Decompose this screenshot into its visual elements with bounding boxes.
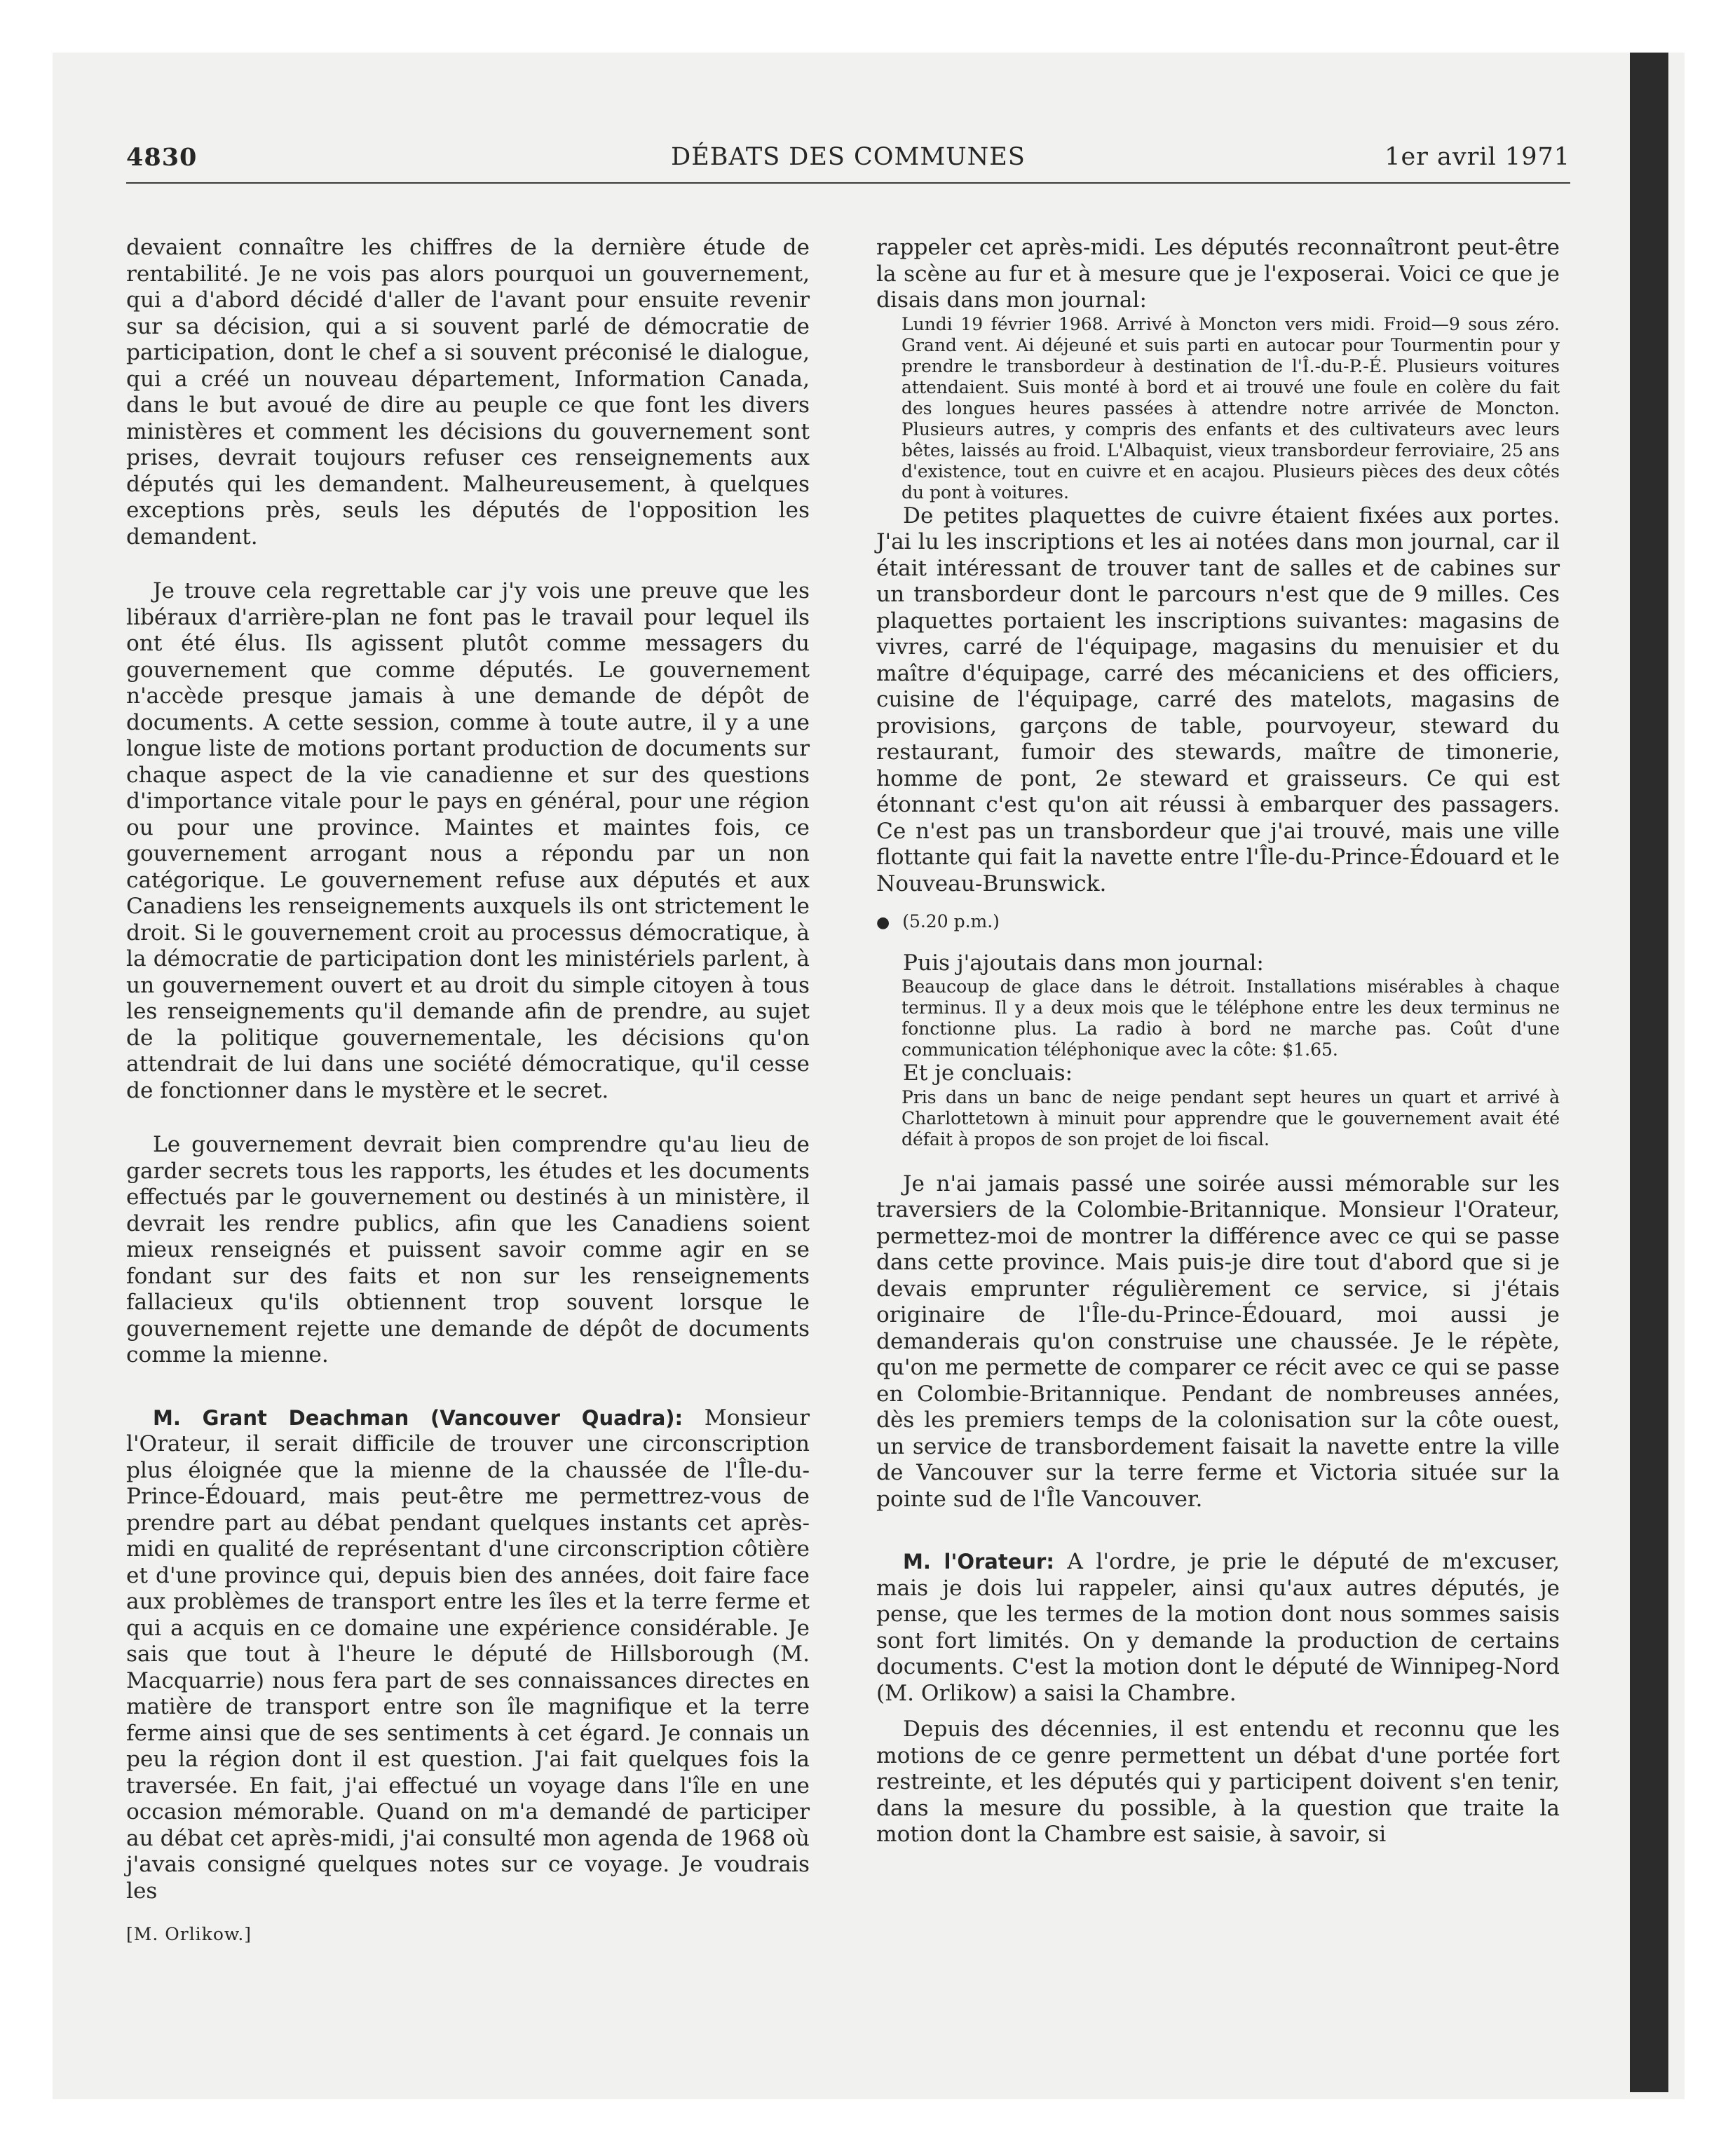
left-paragraph-3: Le gouvernement devrait bien comprendre qu'au lieu de garder secrets tous les rapports, les études et les documents effectués par le gouvernement ou destinés à un ministère, il devrait les rendre publics, afin que les Canadiens soient mieux renseignés et puissent savoir comme agir en se fondant sur des faits et non sur les renseignements fallacieux qu'ils obtiennent trop souvent lorsque le gouvernement rejette une demande de dépôt de documents comme la mienne. <box>126 1132 810 1367</box>
journal-quote-2: Beaucoup de glace dans le détroit. Installations misérables à chaque terminus. Il y a deux mois que le téléphone entre les deux terminus ne fonctionne plus. La radio à bord ne marche pas. Coût d'une communication téléphonique avec la côte: $1.65. <box>901 976 1560 1060</box>
right-paragraph-4: Et je concluais: <box>903 1060 1073 1086</box>
left-paragraph-2: Je trouve cela regrettable car j'y vois une preuve que les libéraux d'arrière-plan ne font pas le travail pour lequel ils ont été élus. Ils agissent plutôt comme messagers du gouvernement que comme députés. Le gouvernement n'accède presque jamais à une demande de dépôt de documents. A cette session, comme à toute autre, il y a une longue liste de motions portant production de documents sur chaque aspect de la vie canadienne et sur des questions d'importance vitale pour le pays en général, pour une région ou pour une province. Maintes et maintes fois, ce gouvernement arrogant nous a répondu par un non catégorique. Le gouvernement refuse aux députés et aux Canadiens les renseignements auxquels ils ont strictement le droit. Si le gouvernement croit au processus démocratique, à la démocratie de participation dont les ministériels parlent, à un gouvernement ouvert et au droit du simple citoyen à tous les renseignements qu'il demande afin de prendre, au sujet de la politique gouvernementale, les décisions qu'on attendrait de lui dans une société démocratique, qu'il cesse de fonctionner dans le mystère et le secret. <box>126 578 810 1103</box>
bullet-icon: ● <box>876 914 890 932</box>
right-column <box>876 235 1560 1848</box>
deachman-speech: Monsieur l'Orateur, il serait difficile de trouver une circonscription plus éloignée que la mienne de la chaussée de l'Île-du-Prince-Édouard, mais peut-être me permettrez-vous de prendre part au débat pendant quelques instants cet après-midi en qualité de représentant d'une circonscription côtière et d'une province qui, depuis bien des années, doit faire face aux problèmes de transport entre les îles et la terre ferme et qui a acquis en ce domaine une expérience considérable. Je sais que tout à l'heure le député de Hillsborough (M. Macquarrie) nous fera part de ses connaissances directes en matière de transport entre son île magnifique et la terre ferme ainsi que de ses sentiments à cet égard. Je connais un peu la région dont il est question. J'ai fait quelques fois la traversée. En fait, j'ai effectué un voyage dans l'île en une occasion mémorable. Quand on m'a demandé de participer au débat cet après-midi, j'ai consulté mon agenda de 1968 où j'avais consigné quelques notes sur ce voyage. Je voudrais les <box>126 1405 810 1904</box>
right-paragraph-1: rappeler cet après-midi. Les députés reconnaîtront peut-être la scène au fur et à mesure que je l'exposerai. Voici ce que je disais dans mon journal: <box>876 235 1560 313</box>
orateur-speech: A l'ordre, je prie le député de m'excuser, mais je dois lui rappeler, ainsi qu'aux autres députés, je pense, que les termes de la motion dont nous sommes saisis sont fort limités. On y demande la production de certains documents. C'est la motion dont le député de Winnipeg-Nord (M. Orlikow) a saisi la Chambre. <box>876 1549 1560 1706</box>
scan-edge-bar <box>1630 53 1668 2092</box>
left-paragraph-4 <box>126 1405 810 1905</box>
speaker-orateur: M. l'Orateur: <box>903 1550 1054 1574</box>
right-paragraph-2: De petites plaquettes de cuivre étaient fixées aux portes. J'ai lu les inscriptions et les ai notées dans mon journal, car il était intéressant de trouver tant de salles et de cabines sur un transbordeur dont le parcours n'est que de 9 milles. Ces plaquettes portaient les inscriptions suivantes: magasins de vivres, carré de l'équipage, magasins du menuisier et du maître d'équipage, carré des mécaniciens et des officiers, cuisine de l'équipage, carré des matelots, magasins de provisions, garçons de table, pourvoyeur, steward du restaurant, fumoir des stewards, maître de timonerie, homme de pont, 2e steward et graisseurs. Ce qui est étonnant c'est qu'on ait réussi à embarquer des passagers. Ce n'est pas un transbordeur que j'ai trouvé, mais une ville flottante qui fait la navette entre l'Île-du-Prince-Édouard et le Nouveau-Brunswick. <box>876 503 1560 896</box>
header-title-wrap <box>126 143 1576 171</box>
footnote-speaker: [M. Orlikow.] <box>126 1924 252 1944</box>
page-number: 4830 <box>126 143 203 172</box>
right-paragraph-7: Depuis des décennies, il est entendu et reconnu que les motions de ce genre permettent un débat d'une portée fort restreinte, et les députés qui y participent doivent s'en tenir, dans la mesure du possible, à la question que traite la motion dont la Chambre est saisie, à savoir, si <box>876 1717 1560 1847</box>
journal-quote-3: Pris dans un banc de neige pendant sept heures un quart et arrivé à Charlottetown à minuit pour apprendre que le gouvernement avait été défait à propos de son projet de loi fiscal. <box>901 1086 1560 1149</box>
right-paragraph-5: Je n'ai jamais passé une soirée aussi mémorable sur les traversiers de la Colombie-Britannique. Monsieur l'Orateur, permettez-moi de montrer la différence avec ce qui se passe dans cette province. Mais puis-je dire tout d'abord que si je devais emprunter régulièrement ce service, si j'étais originaire de l'Île-du-Prince-Édouard, moi aussi je demanderais qu'on construise une chaussée. Je le répète, qu'on me permette de comparer ce récit avec ce qui se passe en Colombie-Britannique. Pendant de nombreuses années, dès les premiers temps de la colonisation sur la côte ouest, un service de transbordement faisait la navette entre la ville de Vancouver sur la terre ferme et Victoria située sur la pointe sud de l'Île Vancouver. <box>876 1171 1560 1512</box>
document-page <box>126 130 1605 2078</box>
right-paragraph-6 <box>876 1549 1560 1707</box>
left-column <box>126 235 810 1948</box>
timestamp <box>876 908 1560 936</box>
right-paragraph-3: Puis j'ajoutais dans mon journal: <box>903 950 1264 976</box>
journal-quote-1: Lundi 19 février 1968. Arrivé à Moncton vers midi. Froid—9 sous zéro. Grand vent. Ai déjeuné et suis parti en autocar pour Tourmentin pour y prendre le transbordeur à destination de l'Î.-du-P.-É. Plusieurs voitures attendaient. Suis monté à bord et ai trouvé une foule en colère du fait des longues heures passées à attendre notre arrivée de Moncton. Plusieurs autres, y compris des enfants et des cultivateurs avec leurs bêtes, laissés au froid. L'Albaquist, vieux transbordeur ferroviaire, 25 ans d'existence, tout en cuivre et en acajou. Plusieurs pièces des deux côtés du pont à voitures. <box>901 313 1560 503</box>
speaker-deachman: M. Grant Deachman (Vancouver Quadra): <box>153 1405 683 1430</box>
left-paragraph-1: devaient connaître les chiffres de la dernière étude de rentabilité. Je ne vois pas alors pourquoi un gouvernement, qui a d'abord décidé d'aller de l'avant pour ensuite revenir sur sa décision, qui a si souvent parlé de démocratie de participation, dont le chef a si souvent préconisé le dialogue, qui a créé un nouveau département, Information Canada, dans le but avoué de dire au peuple ce que font les divers ministères et comment les décisions du gouvernement sont prises, devrait toujours refuser ces renseignements aux députés qui les demandent. Malheureusement, à quelques exceptions près, seuls les députés de l'opposition les demandent. <box>126 235 810 550</box>
page-header <box>126 140 1570 184</box>
header-date: 1er avril 1971 <box>1379 143 1570 171</box>
header-title: DÉBATS DES COMMUNES <box>664 143 1033 171</box>
timestamp-text: (5.20 p.m.) <box>902 911 1000 932</box>
